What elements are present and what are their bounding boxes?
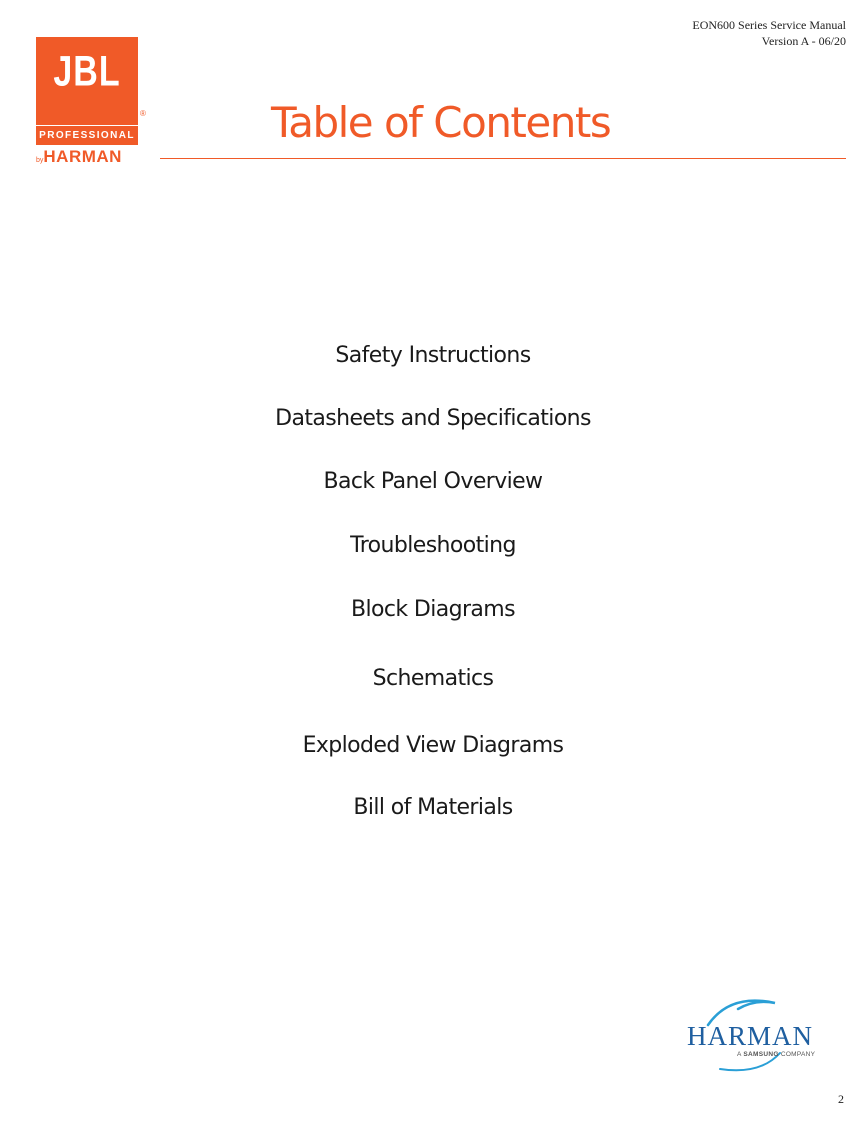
- toc-item-bill-of-materials[interactable]: Bill of Materials: [353, 795, 513, 820]
- page-title: Table of Contents: [271, 98, 611, 147]
- jbl-logo-divider: [36, 125, 138, 126]
- page-number: 2: [838, 1092, 844, 1106]
- jbl-wordmark: JBL: [53, 48, 121, 96]
- jbl-professional-logo: [36, 37, 148, 167]
- toc-item-back-panel-overview[interactable]: Back Panel Overview: [323, 469, 543, 494]
- toc-item-troubleshooting[interactable]: Troubleshooting: [350, 533, 516, 558]
- toc-item-schematics[interactable]: Schematics: [372, 666, 494, 691]
- samsung-company-tagline: [737, 1051, 815, 1058]
- harman-samsung-logo: [680, 995, 820, 1075]
- tagline-suffix: COMPANY: [778, 1051, 816, 1058]
- toc-item-safety-instructions[interactable]: Safety Instructions: [335, 343, 531, 368]
- by-harman: [36, 147, 122, 167]
- harman-text: HARMAN: [43, 147, 122, 166]
- document-version: Version A - 06/20: [761, 34, 846, 48]
- by-text: by: [36, 157, 44, 164]
- footer-harman-wordmark: HARMAN: [687, 1021, 814, 1051]
- registered-mark: ®: [140, 109, 146, 118]
- document-title: EON600 Series Service Manual: [692, 18, 846, 32]
- toc-item-datasheets-and-specifications[interactable]: Datasheets and Specifications: [275, 406, 591, 431]
- jbl-logo-box: [36, 37, 138, 145]
- jbl-tagline: PROFESSIONAL: [39, 130, 135, 141]
- tagline-prefix: A: [737, 1051, 744, 1058]
- toc-item-exploded-view-diagrams[interactable]: Exploded View Diagrams: [302, 733, 564, 758]
- toc-item-block-diagrams[interactable]: Block Diagrams: [350, 597, 515, 622]
- title-divider: [160, 158, 846, 159]
- tagline-samsung: SAMSUNG: [743, 1051, 779, 1058]
- document-header: [692, 17, 846, 49]
